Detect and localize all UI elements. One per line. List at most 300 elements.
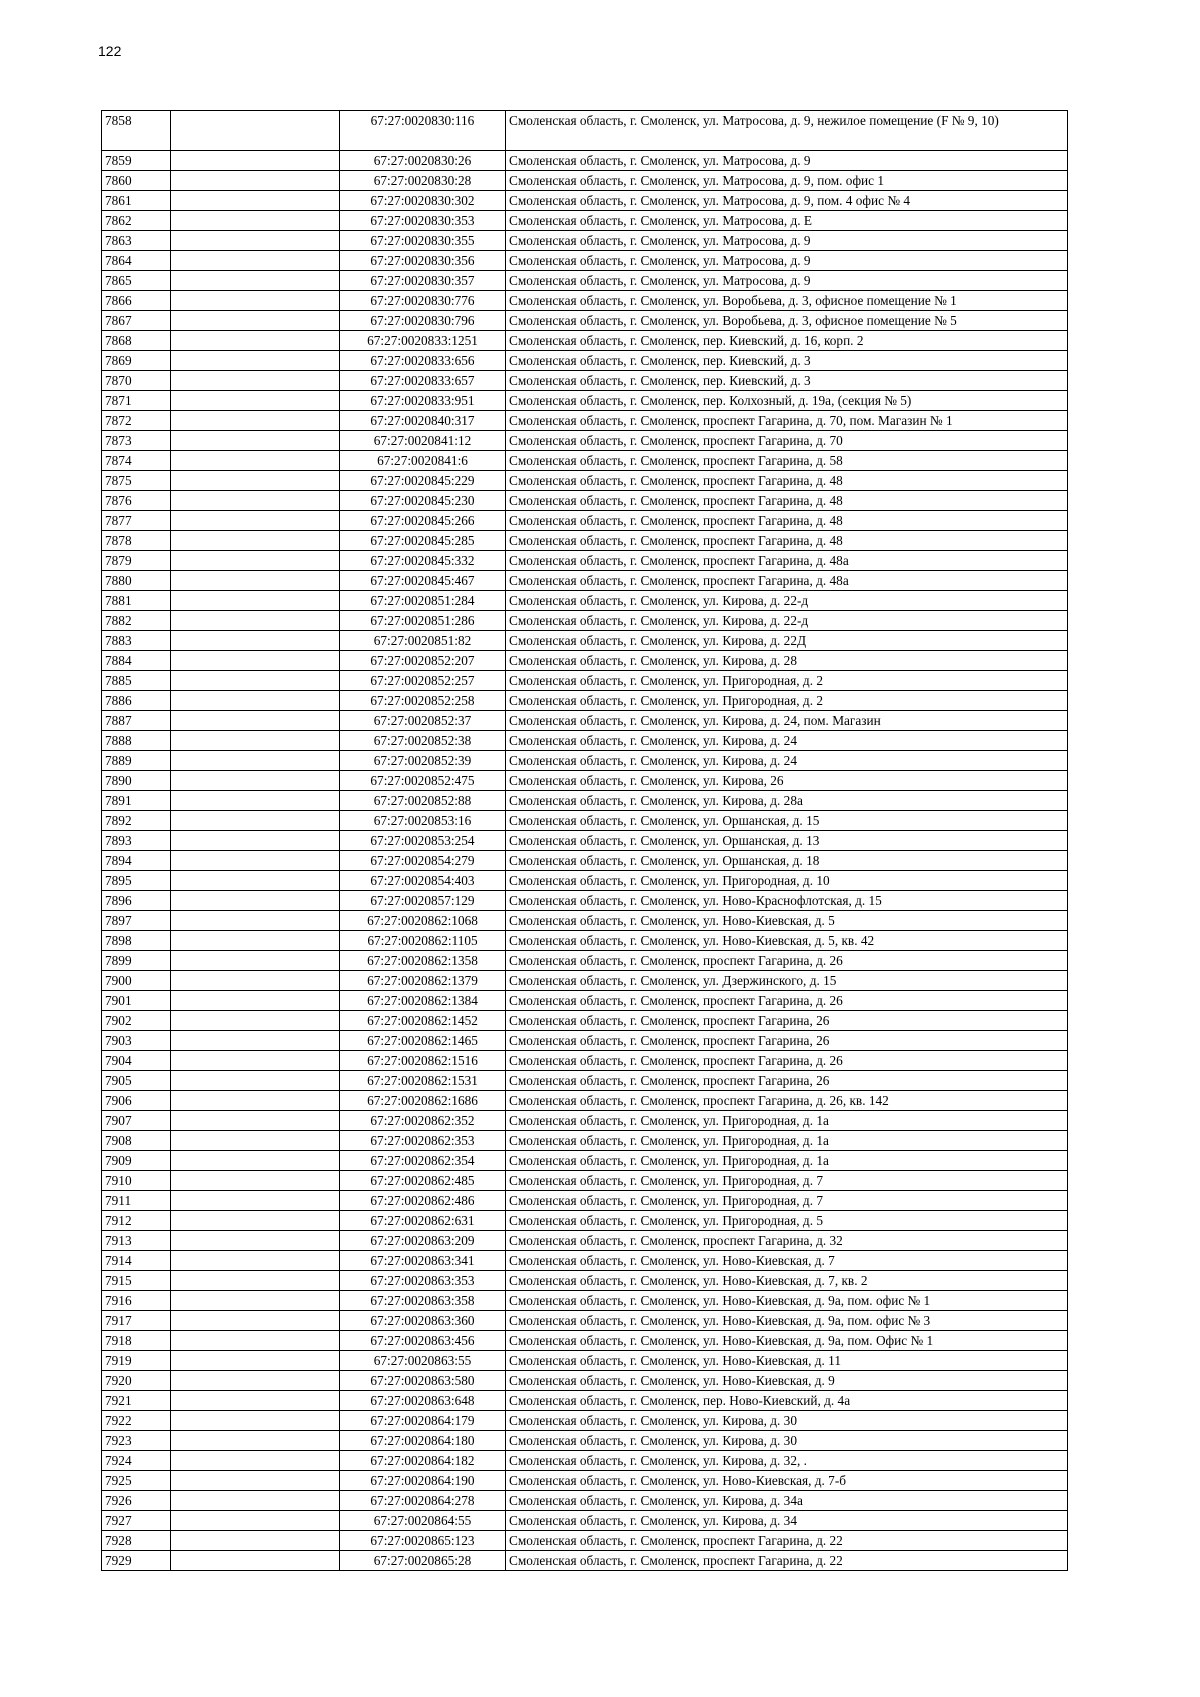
table-row [102,1071,1068,1091]
row-number-cell: 7878 [102,531,171,551]
cadastral-number-cell: 67:27:0020833:657 [340,371,506,391]
empty-cell [171,731,340,751]
row-number-cell: 7923 [102,1431,171,1451]
empty-cell [171,811,340,831]
empty-cell [171,1111,340,1131]
empty-cell [171,1251,340,1271]
address-cell: Смоленская область, г. Смоленск, ул. Ново-Киевская, д. 5 [506,911,1068,931]
table-row [102,111,1068,151]
cadastral-number-cell: 67:27:0020862:1516 [340,1051,506,1071]
row-number-cell: 7863 [102,231,171,251]
row-number-cell: 7926 [102,1491,171,1511]
table-row [102,851,1068,871]
address-cell: Смоленская область, г. Смоленск, ул. Пригородная, д. 7 [506,1191,1068,1211]
row-number-cell: 7916 [102,1291,171,1311]
row-number-cell: 7880 [102,571,171,591]
address-cell: Смоленская область, г. Смоленск, проспект Гагарина, д. 32 [506,1231,1068,1251]
empty-cell [171,1151,340,1171]
row-number-cell: 7911 [102,1191,171,1211]
cadastral-number-cell: 67:27:0020845:229 [340,471,506,491]
cadastral-number-cell: 67:27:0020852:39 [340,751,506,771]
table-row [102,1451,1068,1471]
cadastral-number-cell: 67:27:0020864:180 [340,1431,506,1451]
empty-cell [171,571,340,591]
address-cell: Смоленская область, г. Смоленск, ул. Матросова, д. 9 [506,271,1068,291]
row-number-cell: 7907 [102,1111,171,1131]
empty-cell [171,291,340,311]
table-row [102,1191,1068,1211]
empty-cell [171,531,340,551]
empty-cell [171,1371,340,1391]
empty-cell [171,1051,340,1071]
cadastral-number-cell: 67:27:0020833:1251 [340,331,506,351]
empty-cell [171,151,340,171]
table-row [102,1291,1068,1311]
row-number-cell: 7909 [102,1151,171,1171]
address-cell: Смоленская область, г. Смоленск, проспект Гагарина, д. 22 [506,1551,1068,1571]
empty-cell [171,211,340,231]
cadastral-number-cell: 67:27:0020851:82 [340,631,506,651]
empty-cell [171,1311,340,1331]
row-number-cell: 7901 [102,991,171,1011]
cadastral-number-cell: 67:27:0020862:1531 [340,1071,506,1091]
address-cell: Смоленская область, г. Смоленск, ул. Матросова, д. 9 [506,251,1068,271]
address-cell: Смоленская область, г. Смоленск, ул. Пригородная, д. 1а [506,1151,1068,1171]
address-cell: Смоленская область, г. Смоленск, проспект Гагарина, д. 48 [506,531,1068,551]
cadastral-number-cell: 67:27:0020864:179 [340,1411,506,1431]
address-cell: Смоленская область, г. Смоленск, ул. Кирова, д. 22Д [506,631,1068,651]
cadastral-number-cell: 67:27:0020863:55 [340,1351,506,1371]
table-row [102,371,1068,391]
address-cell: Смоленская область, г. Смоленск, проспект Гагарина, д. 26, кв. 142 [506,1091,1068,1111]
cadastral-number-cell: 67:27:0020830:26 [340,151,506,171]
empty-cell [171,551,340,571]
empty-cell [171,1411,340,1431]
row-number-cell: 7862 [102,211,171,231]
table-row [102,231,1068,251]
row-number-cell: 7879 [102,551,171,571]
address-cell: Смоленская область, г. Смоленск, ул. Матросова, д. 9 [506,231,1068,251]
empty-cell [171,311,340,331]
cadastral-number-cell: 67:27:0020840:317 [340,411,506,431]
cadastral-number-cell: 67:27:0020854:279 [340,851,506,871]
address-cell: Смоленская область, г. Смоленск, пер. Киевский, д. 3 [506,351,1068,371]
table-row [102,1091,1068,1111]
cadastral-number-cell: 67:27:0020841:12 [340,431,506,451]
row-number-cell: 7881 [102,591,171,611]
cadastral-number-cell: 67:27:0020854:403 [340,871,506,891]
empty-cell [171,651,340,671]
empty-cell [171,471,340,491]
cadastral-number-cell: 67:27:0020862:354 [340,1151,506,1171]
empty-cell [171,331,340,351]
cadastral-number-cell: 67:27:0020862:1452 [340,1011,506,1031]
cadastral-number-cell: 67:27:0020830:776 [340,291,506,311]
empty-cell [171,1291,340,1311]
table-row [102,611,1068,631]
address-cell: Смоленская область, г. Смоленск, ул. Кирова, д. 30 [506,1431,1068,1451]
cadastral-number-cell: 67:27:0020863:360 [340,1311,506,1331]
table-row [102,1031,1068,1051]
row-number-cell: 7919 [102,1351,171,1371]
empty-cell [171,1031,340,1051]
empty-cell [171,1231,340,1251]
row-number-cell: 7904 [102,1051,171,1071]
address-cell: Смоленская область, г. Смоленск, ул. Кирова, д. 34 [506,1511,1068,1531]
row-number-cell: 7894 [102,851,171,871]
address-cell: Смоленская область, г. Смоленск, проспект Гагарина, д. 48 [506,491,1068,511]
address-cell: Смоленская область, г. Смоленск, проспект Гагарина, д. 48 [506,511,1068,531]
row-number-cell: 7899 [102,951,171,971]
empty-cell [171,671,340,691]
table-row [102,1231,1068,1251]
table-row [102,311,1068,331]
row-number-cell: 7865 [102,271,171,291]
empty-cell [171,871,340,891]
row-number-cell: 7872 [102,411,171,431]
address-cell: Смоленская область, г. Смоленск, ул. Матросова, д. Е [506,211,1068,231]
table-row [102,211,1068,231]
table-row [102,1331,1068,1351]
row-number-cell: 7877 [102,511,171,531]
cadastral-number-cell: 67:27:0020863:358 [340,1291,506,1311]
cadastral-number-cell: 67:27:0020852:88 [340,791,506,811]
cadastral-number-cell: 67:27:0020830:796 [340,311,506,331]
empty-cell [171,1071,340,1091]
address-cell: Смоленская область, г. Смоленск, ул. Ново-Киевская, д. 7, кв. 2 [506,1271,1068,1291]
cadastral-number-cell: 67:27:0020851:286 [340,611,506,631]
empty-cell [171,1191,340,1211]
address-cell: Смоленская область, г. Смоленск, ул. Ново-Киевская, д. 9а, пом. офис № 1 [506,1291,1068,1311]
empty-cell [171,891,340,911]
empty-cell [171,511,340,531]
page-number: 122 [98,43,122,59]
cadastral-number-cell: 67:27:0020862:485 [340,1171,506,1191]
empty-cell [171,1391,340,1411]
address-cell: Смоленская область, г. Смоленск, ул. Ново-Киевская, д. 9 [506,1371,1068,1391]
empty-cell [171,1271,340,1291]
table-row [102,511,1068,531]
row-number-cell: 7910 [102,1171,171,1191]
table-row [102,451,1068,471]
empty-cell [171,991,340,1011]
address-cell: Смоленская область, г. Смоленск, ул. Ново-Киевская, д. 9а, пом. офис № 3 [506,1311,1068,1331]
row-number-cell: 7921 [102,1391,171,1411]
cadastral-number-cell: 67:27:0020865:123 [340,1531,506,1551]
table-row [102,1411,1068,1431]
empty-cell [171,351,340,371]
row-number-cell: 7912 [102,1211,171,1231]
empty-cell [171,931,340,951]
row-number-cell: 7896 [102,891,171,911]
row-number-cell: 7868 [102,331,171,351]
cadastral-number-cell: 67:27:0020852:207 [340,651,506,671]
address-cell: Смоленская область, г. Смоленск, проспект Гагарина, д. 26 [506,1051,1068,1071]
cadastral-number-cell: 67:27:0020830:353 [340,211,506,231]
address-cell: Смоленская область, г. Смоленск, проспект Гагарина, 26 [506,1031,1068,1051]
cadastral-number-cell: 67:27:0020864:278 [340,1491,506,1511]
table-row [102,971,1068,991]
address-cell: Смоленская область, г. Смоленск, ул. Кирова, д. 24, пом. Магазин [506,711,1068,731]
row-number-cell: 7913 [102,1231,171,1251]
address-cell: Смоленская область, г. Смоленск, ул. Матросова, д. 9, пом. офис 1 [506,171,1068,191]
row-number-cell: 7900 [102,971,171,991]
row-number-cell: 7858 [102,111,171,151]
empty-cell [171,751,340,771]
row-number-cell: 7928 [102,1531,171,1551]
table-row [102,591,1068,611]
cadastral-number-cell: 67:27:0020862:1686 [340,1091,506,1111]
table-row [102,1011,1068,1031]
address-cell: Смоленская область, г. Смоленск, ул. Матросова, д. 9, нежилое помещение (F № 9, 10) [506,111,1068,151]
table-row [102,291,1068,311]
table-row [102,951,1068,971]
cadastral-number-cell: 67:27:0020830:357 [340,271,506,291]
table-row [102,1131,1068,1151]
row-number-cell: 7908 [102,1131,171,1151]
table-row [102,811,1068,831]
address-cell: Смоленская область, г. Смоленск, проспект Гагарина, 26 [506,1071,1068,1091]
table-row [102,931,1068,951]
address-cell: Смоленская область, г. Смоленск, ул. Ново-Киевская, д. 7 [506,1251,1068,1271]
row-number-cell: 7885 [102,671,171,691]
row-number-cell: 7890 [102,771,171,791]
empty-cell [171,951,340,971]
empty-cell [171,231,340,251]
row-number-cell: 7898 [102,931,171,951]
cadastral-number-cell: 67:27:0020852:38 [340,731,506,751]
table-row [102,631,1068,651]
table-row [102,271,1068,291]
cadastral-number-cell: 67:27:0020833:656 [340,351,506,371]
row-number-cell: 7914 [102,1251,171,1271]
table-row [102,551,1068,571]
row-number-cell: 7915 [102,1271,171,1291]
empty-cell [171,111,340,151]
row-number-cell: 7860 [102,171,171,191]
row-number-cell: 7887 [102,711,171,731]
cadastral-number-cell: 67:27:0020862:1105 [340,931,506,951]
table-row [102,391,1068,411]
address-cell: Смоленская область, г. Смоленск, ул. Ново-Краснофлотская, д. 15 [506,891,1068,911]
address-cell: Смоленская область, г. Смоленск, ул. Матросова, д. 9 [506,151,1068,171]
address-cell: Смоленская область, г. Смоленск, ул. Воробьева, д. 3, офисное помещение № 5 [506,311,1068,331]
address-cell: Смоленская область, г. Смоленск, ул. Пригородная, д. 1а [506,1111,1068,1131]
address-cell: Смоленская область, г. Смоленск, проспект Гагарина, д. 26 [506,991,1068,1011]
row-number-cell: 7917 [102,1311,171,1331]
address-cell: Смоленская область, г. Смоленск, ул. Оршанская, д. 13 [506,831,1068,851]
empty-cell [171,171,340,191]
cadastral-number-cell: 67:27:0020830:302 [340,191,506,211]
address-cell: Смоленская область, г. Смоленск, ул. Оршанская, д. 15 [506,811,1068,831]
table-row [102,911,1068,931]
table-row [102,791,1068,811]
table-row [102,1351,1068,1371]
empty-cell [171,791,340,811]
cadastral-number-cell: 67:27:0020864:190 [340,1471,506,1491]
cadastral-number-cell: 67:27:0020853:16 [340,811,506,831]
empty-cell [171,431,340,451]
row-number-cell: 7867 [102,311,171,331]
table-row [102,1111,1068,1131]
address-cell: Смоленская область, г. Смоленск, ул. Воробьева, д. 3, офисное помещение № 1 [506,291,1068,311]
table-row [102,891,1068,911]
table-row [102,711,1068,731]
empty-cell [171,251,340,271]
table-row [102,1051,1068,1071]
cadastral-number-cell: 67:27:0020862:486 [340,1191,506,1211]
table-row [102,411,1068,431]
cadastral-number-cell: 67:27:0020845:285 [340,531,506,551]
address-cell: Смоленская область, г. Смоленск, проспект Гагарина, д. 58 [506,451,1068,471]
cadastral-number-cell: 67:27:0020852:475 [340,771,506,791]
row-number-cell: 7874 [102,451,171,471]
table-row [102,1531,1068,1551]
empty-cell [171,1431,340,1451]
table-row [102,691,1068,711]
table-row [102,651,1068,671]
empty-cell [171,411,340,431]
cadastral-number-cell: 67:27:0020845:266 [340,511,506,531]
row-number-cell: 7884 [102,651,171,671]
table-row [102,831,1068,851]
cadastral-number-cell: 67:27:0020862:1068 [340,911,506,931]
address-cell: Смоленская область, г. Смоленск, ул. Кирова, д. 32, . [506,1451,1068,1471]
row-number-cell: 7859 [102,151,171,171]
empty-cell [171,611,340,631]
address-cell: Смоленская область, г. Смоленск, проспект Гагарина, д. 70, пом. Магазин № 1 [506,411,1068,431]
address-cell: Смоленская область, г. Смоленск, ул. Пригородная, д. 5 [506,1211,1068,1231]
cadastral-number-cell: 67:27:0020845:467 [340,571,506,591]
row-number-cell: 7924 [102,1451,171,1471]
row-number-cell: 7891 [102,791,171,811]
cadastral-number-cell: 67:27:0020863:456 [340,1331,506,1351]
empty-cell [171,271,340,291]
row-number-cell: 7866 [102,291,171,311]
cadastral-number-cell: 67:27:0020862:631 [340,1211,506,1231]
address-cell: Смоленская область, г. Смоленск, ул. Кирова, д. 22-д [506,591,1068,611]
cadastral-number-cell: 67:27:0020845:230 [340,491,506,511]
empty-cell [171,391,340,411]
empty-cell [171,1011,340,1031]
row-number-cell: 7897 [102,911,171,931]
empty-cell [171,1551,340,1571]
empty-cell [171,1211,340,1231]
row-number-cell: 7864 [102,251,171,271]
table-row [102,331,1068,351]
table-row [102,1491,1068,1511]
address-cell: Смоленская область, г. Смоленск, ул. Кирова, д. 24 [506,731,1068,751]
row-number-cell: 7883 [102,631,171,651]
address-cell: Смоленская область, г. Смоленск, проспект Гагарина, д. 22 [506,1531,1068,1551]
address-cell: Смоленская область, г. Смоленск, ул. Пригородная, д. 7 [506,1171,1068,1191]
empty-cell [171,1531,340,1551]
cadastral-number-cell: 67:27:0020851:284 [340,591,506,611]
row-number-cell: 7906 [102,1091,171,1111]
cadastral-number-cell: 67:27:0020852:37 [340,711,506,731]
address-cell: Смоленская область, г. Смоленск, ул. Ново-Киевская, д. 9а, пом. Офис № 1 [506,1331,1068,1351]
empty-cell [171,851,340,871]
cadastral-number-cell: 67:27:0020845:332 [340,551,506,571]
address-cell: Смоленская область, г. Смоленск, ул. Пригородная, д. 1а [506,1131,1068,1151]
cadastral-number-cell: 67:27:0020862:353 [340,1131,506,1151]
row-number-cell: 7876 [102,491,171,511]
table-row [102,871,1068,891]
empty-cell [171,491,340,511]
row-number-cell: 7927 [102,1511,171,1531]
address-cell: Смоленская область, г. Смоленск, ул. Пригородная, д. 10 [506,871,1068,891]
cadastral-number-cell: 67:27:0020864:55 [340,1511,506,1531]
table-row [102,1431,1068,1451]
address-cell: Смоленская область, г. Смоленск, проспект Гагарина, д. 48 [506,471,1068,491]
address-cell: Смоленская область, г. Смоленск, ул. Ново-Киевская, д. 7-б [506,1471,1068,1491]
row-number-cell: 7882 [102,611,171,631]
row-number-cell: 7902 [102,1011,171,1031]
empty-cell [171,831,340,851]
table-row [102,531,1068,551]
empty-cell [171,1471,340,1491]
cadastral-number-cell: 67:27:0020863:648 [340,1391,506,1411]
empty-cell [171,191,340,211]
table-row [102,251,1068,271]
address-cell: Смоленская область, г. Смоленск, проспект Гагарина, д. 70 [506,431,1068,451]
table-row [102,751,1068,771]
address-cell: Смоленская область, г. Смоленск, пер. Киевский, д. 16, корп. 2 [506,331,1068,351]
cadastral-number-cell: 67:27:0020865:28 [340,1551,506,1571]
table-row [102,1171,1068,1191]
address-cell: Смоленская область, г. Смоленск, ул. Кирова, д. 22-д [506,611,1068,631]
row-number-cell: 7929 [102,1551,171,1571]
address-cell: Смоленская область, г. Смоленск, ул. Пригородная, д. 2 [506,671,1068,691]
address-cell: Смоленская область, г. Смоленск, ул. Ново-Киевская, д. 11 [506,1351,1068,1371]
table-row [102,1471,1068,1491]
empty-cell [171,1451,340,1471]
table-row [102,1371,1068,1391]
empty-cell [171,1131,340,1151]
row-number-cell: 7922 [102,1411,171,1431]
cadastral-number-cell: 67:27:0020830:116 [340,111,506,151]
address-cell: Смоленская область, г. Смоленск, ул. Пригородная, д. 2 [506,691,1068,711]
table-row [102,671,1068,691]
cadastral-number-cell: 67:27:0020862:352 [340,1111,506,1131]
table-row [102,491,1068,511]
row-number-cell: 7889 [102,751,171,771]
table-row [102,471,1068,491]
row-number-cell: 7888 [102,731,171,751]
table-row [102,1311,1068,1331]
table-row [102,1551,1068,1571]
cadastral-number-cell: 67:27:0020862:1384 [340,991,506,1011]
row-number-cell: 7903 [102,1031,171,1051]
empty-cell [171,1331,340,1351]
address-cell: Смоленская область, г. Смоленск, проспект Гагарина, д. 48а [506,571,1068,591]
address-cell: Смоленская область, г. Смоленск, ул. Кирова, д. 24 [506,751,1068,771]
empty-cell [171,1511,340,1531]
empty-cell [171,771,340,791]
row-number-cell: 7892 [102,811,171,831]
empty-cell [171,631,340,651]
table-row [102,1211,1068,1231]
row-number-cell: 7870 [102,371,171,391]
address-cell: Смоленская область, г. Смоленск, ул. Матросова, д. 9, пом. 4 офис № 4 [506,191,1068,211]
empty-cell [171,591,340,611]
cadastral-number-cell: 67:27:0020852:258 [340,691,506,711]
row-number-cell: 7871 [102,391,171,411]
address-cell: Смоленская область, г. Смоленск, ул. Дзержинского, д. 15 [506,971,1068,991]
table-row [102,1151,1068,1171]
table-row [102,151,1068,171]
address-cell: Смоленская область, г. Смоленск, пер. Колхозный, д. 19а, (секция № 5) [506,391,1068,411]
